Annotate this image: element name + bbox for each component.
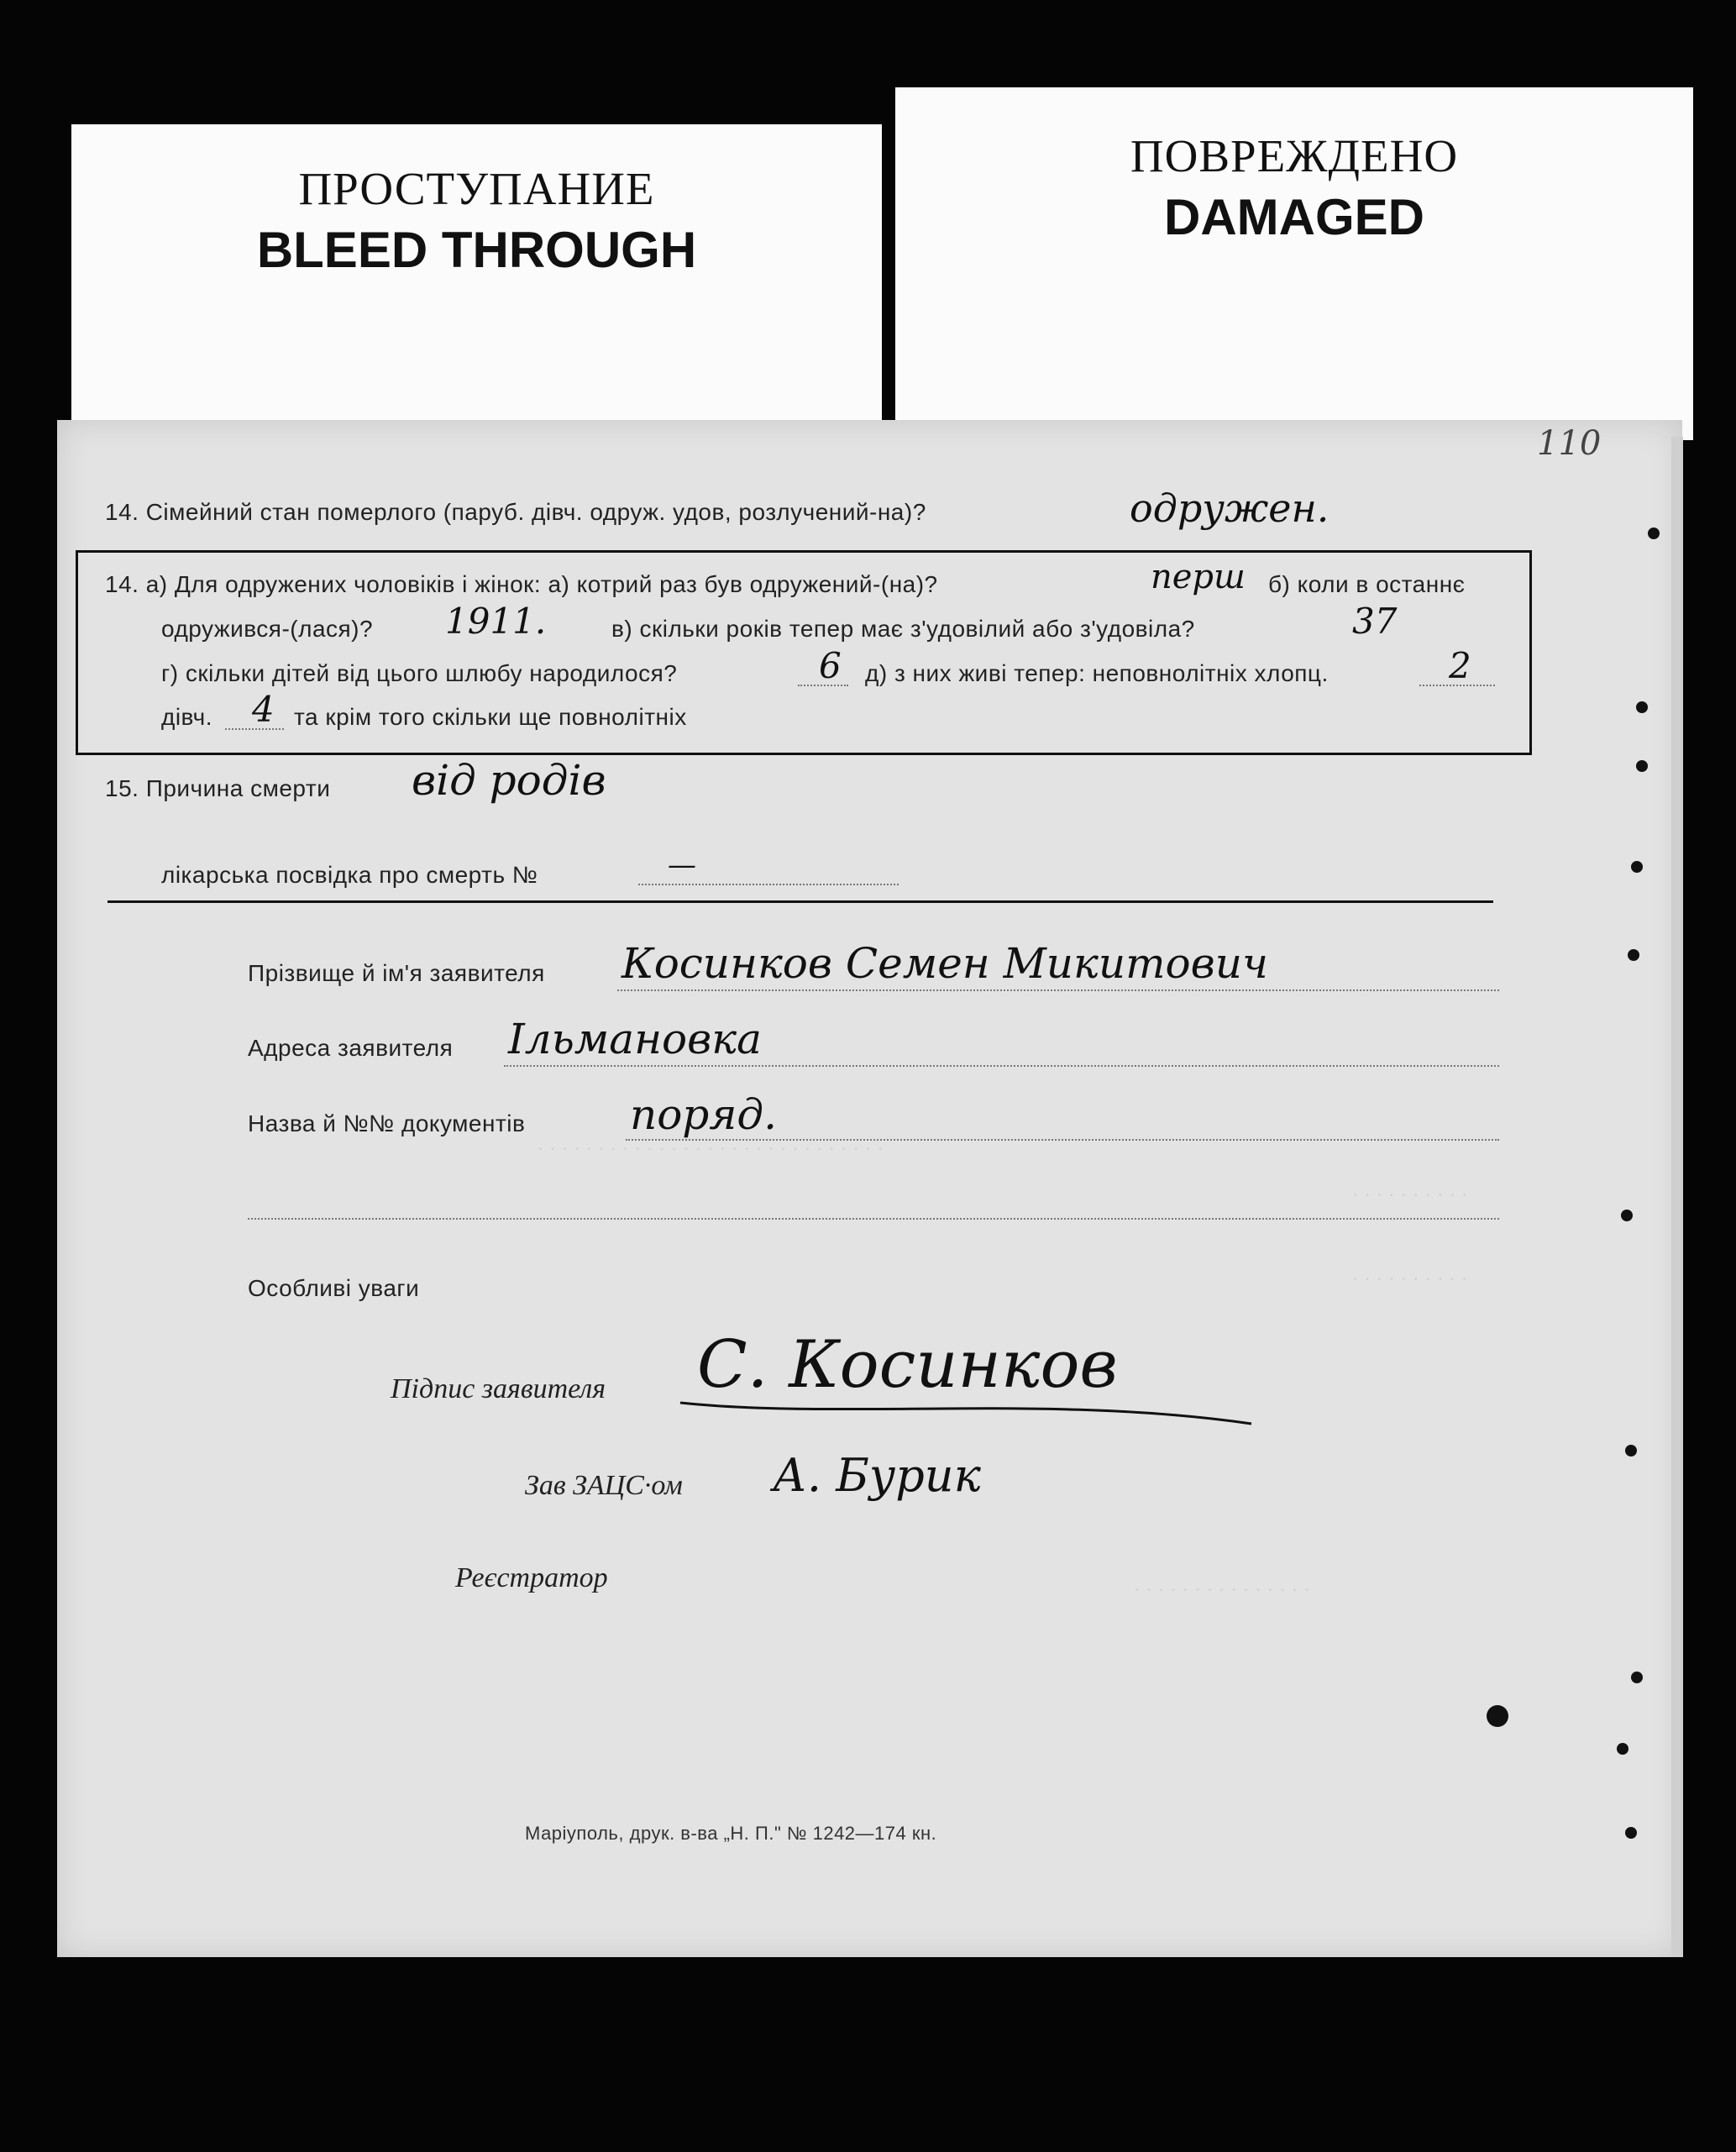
binding-hole — [1625, 1827, 1637, 1839]
item14-marital-label: 14. Сімейний стан померлого (паруб. дівч. одруж. удов, розлучений-на)? — [105, 499, 926, 525]
head-label: Зав ЗАЦС·ом — [525, 1470, 683, 1501]
bleed-through-label — [71, 124, 882, 444]
damaged-label — [895, 87, 1693, 440]
binding-hole — [1631, 1672, 1643, 1683]
applicant-name-label: Прізвище й ім'я заявителя — [248, 960, 545, 986]
item14-marital-value: одружен. — [1130, 486, 1330, 531]
binding-hole — [1628, 949, 1639, 961]
item14a-widowed-years: 37 — [1352, 601, 1398, 642]
applicant-name-value: Косинков Семен Микитович — [621, 939, 1268, 988]
damaged-label-ru: ПОВРЕЖДЕНО — [1130, 130, 1459, 181]
binding-hole — [1487, 1705, 1508, 1727]
applicant-docs-label: Назва й №№ документів — [248, 1110, 526, 1136]
applicant-docs-value: поряд. — [630, 1090, 777, 1139]
damaged-label-en: DAMAGED — [1164, 189, 1424, 245]
sheet-edge — [1671, 437, 1683, 1957]
item14a-widowed-label: в) скільки років тепер має з'удовілий або з'удовіла? — [611, 616, 1195, 642]
corner-number: 110 — [1537, 424, 1602, 463]
item14a-line1-tail: б) коли в останнє — [1268, 571, 1466, 597]
applicant-signature: С. Косинков — [697, 1327, 1118, 1403]
item14a-married-label: одружився-(лася)? — [161, 616, 374, 642]
applicant-address-value: Ільмановка — [508, 1015, 762, 1063]
item14a-girls-label: дівч. — [161, 704, 213, 730]
binding-hole — [1648, 528, 1660, 539]
registrar-label: Реєстратор — [455, 1562, 608, 1593]
item14a-girls-count: 4 — [252, 689, 275, 730]
item15-cause-label: 15. Причина смерти — [105, 775, 331, 801]
binding-hole — [1636, 701, 1648, 713]
signature-flourish — [672, 1386, 1260, 1436]
item14a-adults-label: та крім того скільки ще повнолітніх — [294, 704, 687, 730]
item14a-married-year: 1911. — [445, 601, 547, 642]
item14a-line1-label: 14. а) Для одружених чоловіків і жінок: а) котрий раз був одружений-(на)? — [105, 571, 938, 597]
printer-line: Маріуполь, друк. в-ва „Н. П." № 1242—174 кн. — [525, 1823, 937, 1844]
section-divider — [108, 900, 1493, 903]
head-signature: А. Бурик — [773, 1449, 981, 1502]
binding-hole — [1631, 861, 1643, 873]
binding-hole — [1617, 1743, 1628, 1755]
bleed-through-label-en: BLEED THROUGH — [256, 222, 697, 278]
binding-hole — [1625, 1445, 1637, 1457]
binding-hole — [1636, 760, 1648, 772]
item14a-living-label: д) з них живі тепер: неповнолітніх хлопц. — [865, 660, 1329, 686]
item15-cert-value: — — [668, 848, 696, 882]
item15-cause-value: від родів — [412, 756, 606, 805]
binding-hole — [1621, 1210, 1633, 1221]
applicant-address-label: Адреса заявителя — [248, 1035, 454, 1061]
item14a-children-count: 6 — [819, 645, 842, 686]
item15-cert-label: лікарська посвідка про смерть № — [161, 862, 538, 888]
item14a-children-label: г) скільки дітей від цього шлюбу народилося? — [161, 660, 678, 686]
bleed-through-label-ru: ПРОСТУПАНИЕ — [298, 163, 655, 214]
item14a-marriage-count: перш — [1151, 558, 1246, 596]
signature-label: Підпис заявителя — [391, 1373, 606, 1404]
notes-label: Особливі уваги — [248, 1275, 420, 1301]
item14a-boys-count: 2 — [1449, 645, 1471, 686]
